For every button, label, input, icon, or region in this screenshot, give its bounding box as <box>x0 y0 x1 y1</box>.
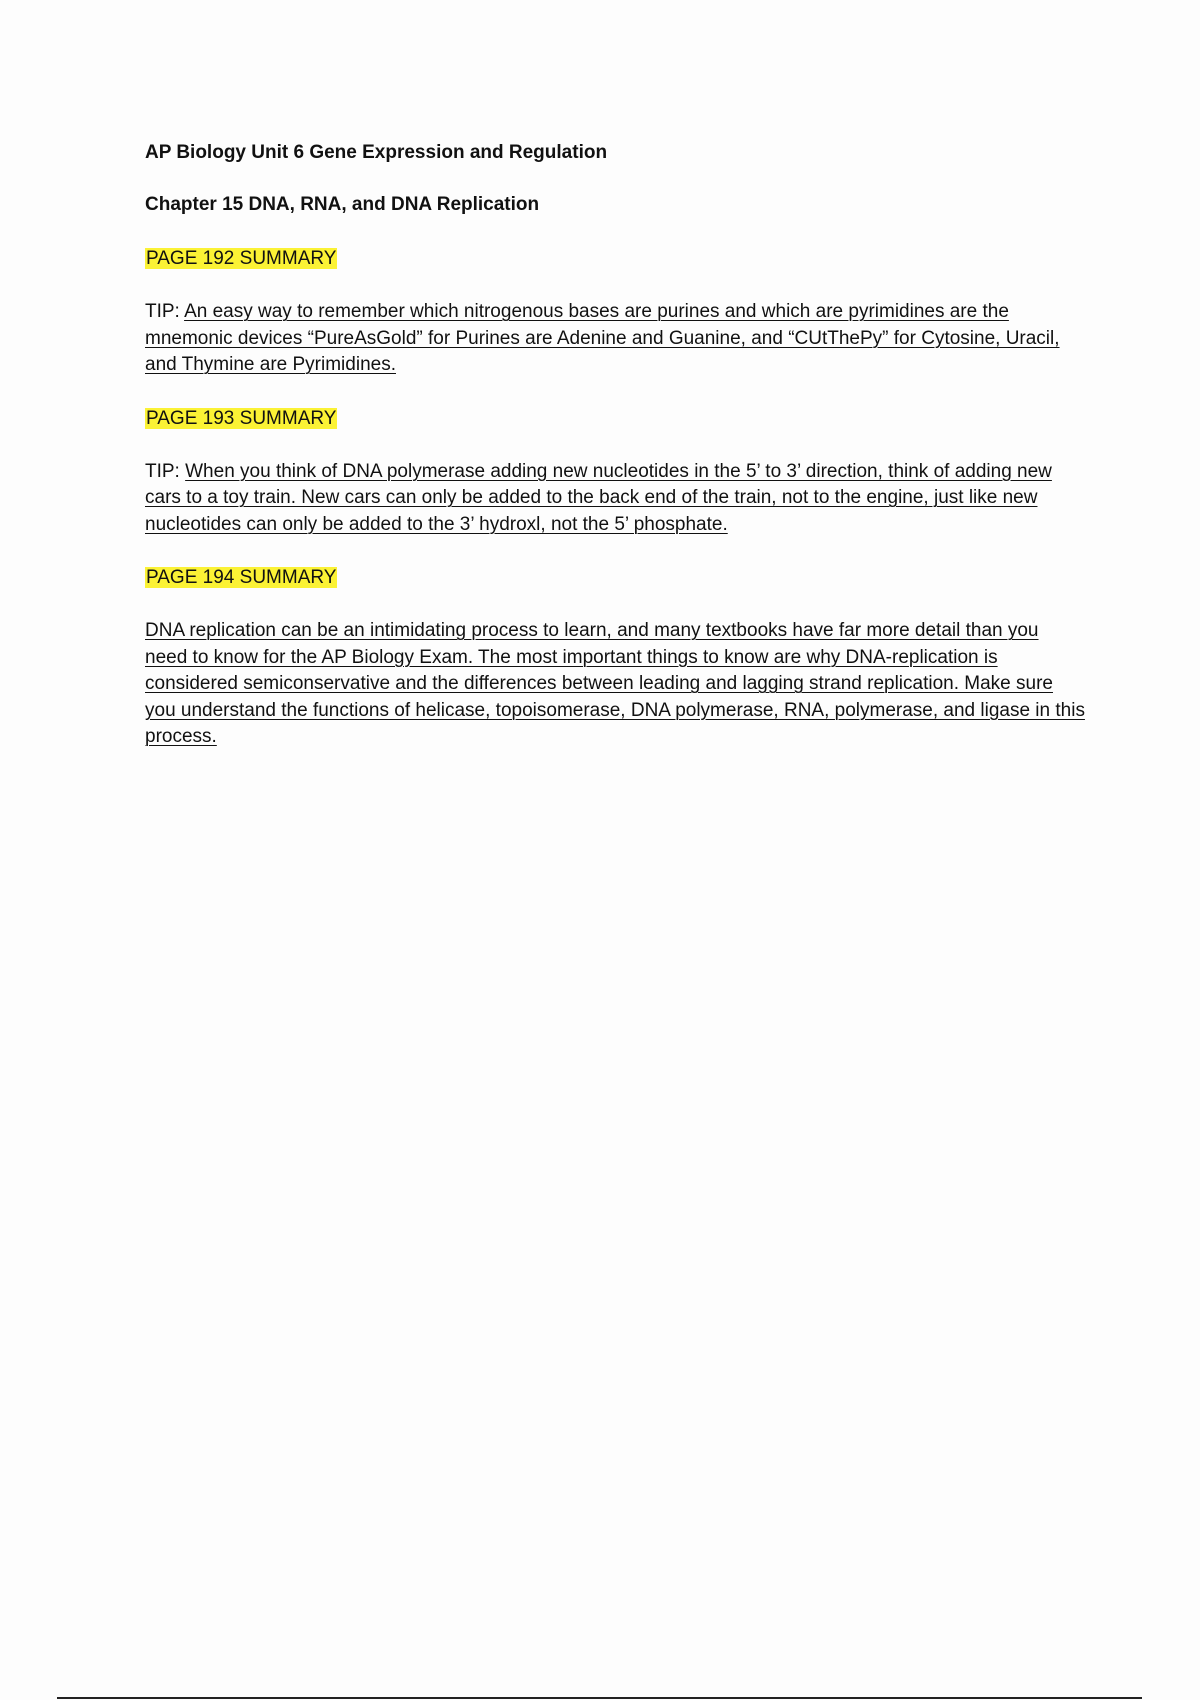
tip-text: An easy way to remember which nitrogenous bases are purines and which are pyrimidines are the mnemonic devices “PureAsGold” for Purines are Adenine and Guanine, and “CUtThePy” for Cytosine, Uracil, and Thymine are Pyrimidines. <box>145 301 1060 375</box>
section-label-page-193 <box>145 406 1085 432</box>
tip-text: When you think of DNA polymerase adding new nucleotides in the 5’ to 3’ direction, think of adding new cars to a toy train. New cars can only be added to the back end of the train, not to the engine, just like new nucleotides can only be added to the 3’ hydroxl, not the 5’ phosphate. <box>145 460 1052 535</box>
tip-prefix: TIP: <box>145 301 185 322</box>
page-bottom-rule <box>57 1697 1142 1699</box>
section-label-page-194 <box>145 565 1085 591</box>
highlighted-label: PAGE 193 SUMMARY <box>146 407 337 429</box>
document-title: AP Biology Unit 6 Gene Expression and Regulation <box>145 142 608 163</box>
highlighted-label: PAGE 192 SUMMARY <box>146 248 337 269</box>
tip-paragraph-page-193 <box>145 459 1085 539</box>
highlighted-label: PAGE 194 SUMMARY <box>146 567 337 588</box>
section-label-page-192 <box>145 246 1085 272</box>
tip-prefix: TIP: <box>145 460 186 482</box>
chapter-title: Chapter 15 DNA, RNA, and DNA Replication <box>145 194 540 215</box>
summary-paragraph-page-194 <box>145 618 1085 751</box>
tip-paragraph-page-192 <box>145 299 1085 379</box>
document-page <box>145 140 1085 778</box>
summary-text: DNA replication can be an intimidating process to learn, and many textbooks have far more detail than you need to know for the AP Biology Exam. The most important things to know are why DNA-replication is considered semiconservative and the differences between leading and lagging strand replication. Make sure you understand the functions of helicase, topoisomerase, DNA polymerase, RNA, polymerase, and ligase in this process. <box>145 620 1085 747</box>
